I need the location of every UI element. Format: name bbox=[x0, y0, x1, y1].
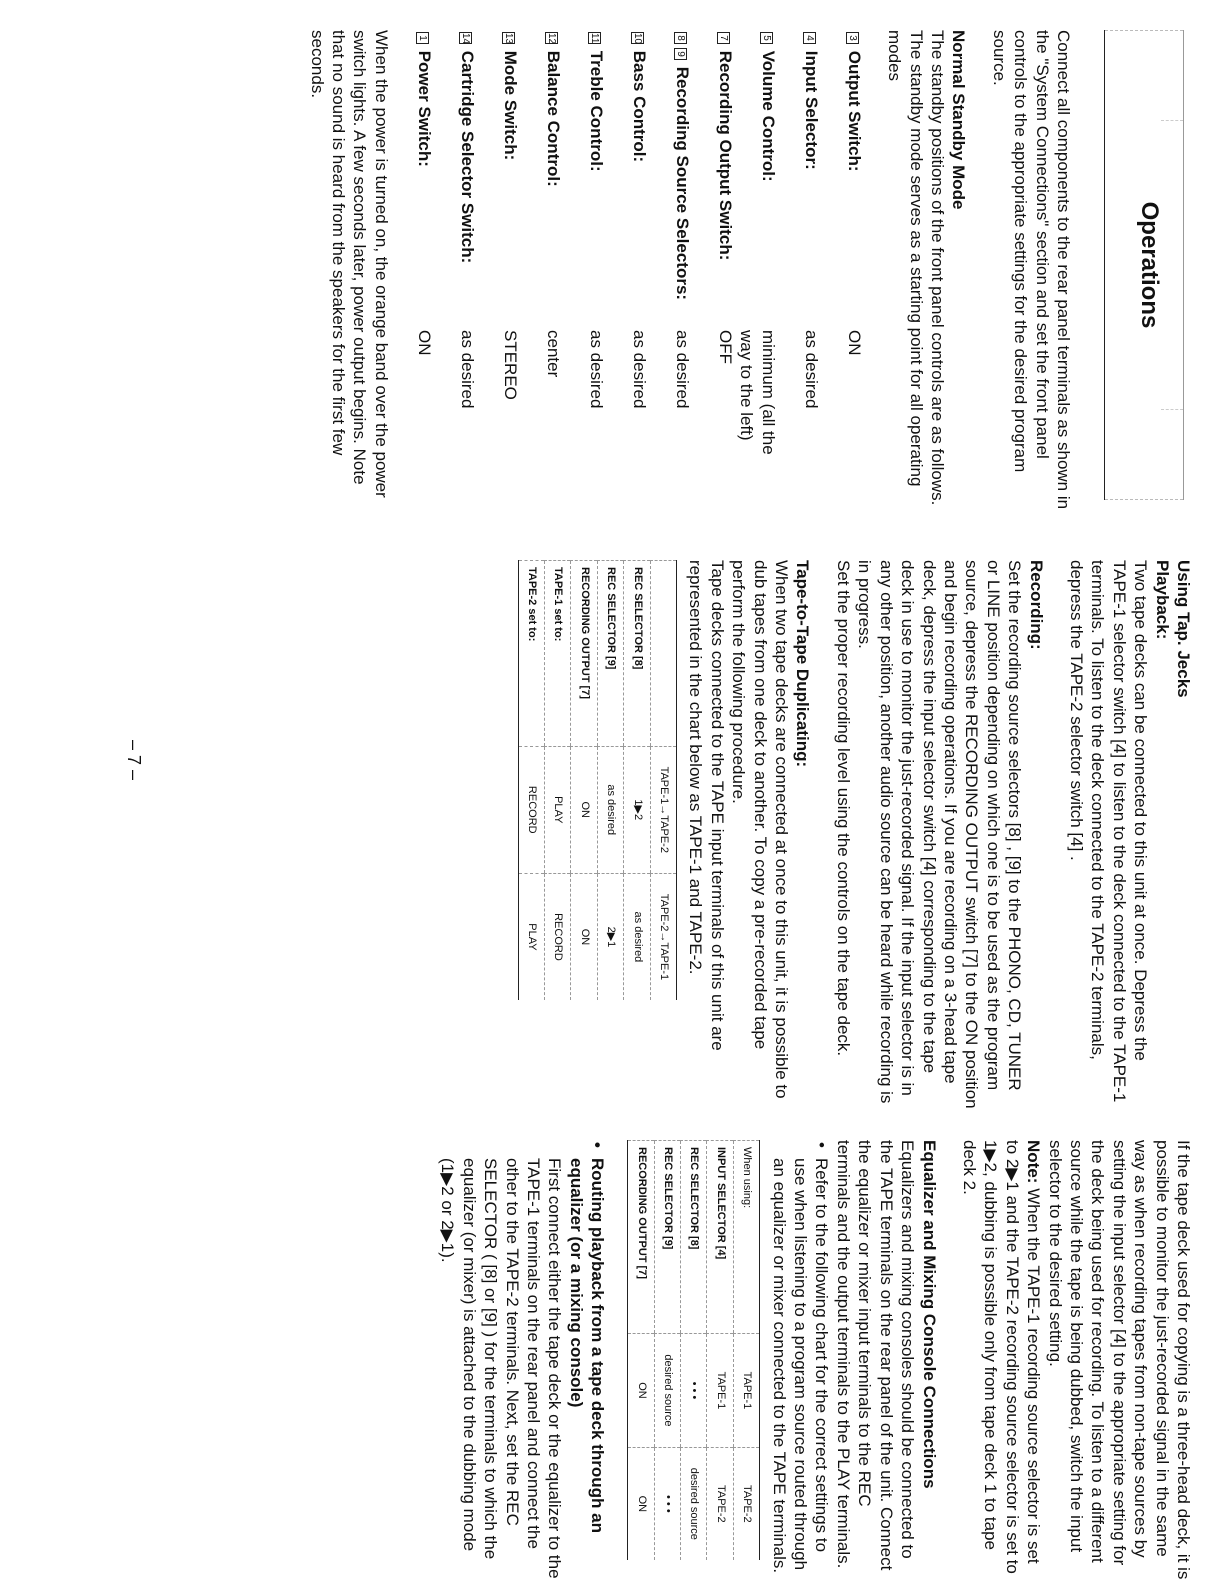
dup-table-cell: 2▶1 bbox=[597, 873, 623, 1000]
control-label-text: Treble Control: bbox=[586, 46, 606, 172]
dup-table-cell: TAPE-2 set to: bbox=[518, 561, 544, 747]
control-number-box: 11 bbox=[588, 33, 600, 44]
recording-text: Set the recording source selectors [8] , [9] to the PHONO, CD, TUNER or LINE position depending on which one is to be used as the program source, depress the RECORDING OUTPUT switch [7] to the ON position and begin recording operations. If you are recording on a 3-head tape deck, depress the input selector switch [4] corresponding to the tape deck in use to monitor the just-recorded signal. If the input selector is in any other position, another audio source can be heard while recording is in progress. bbox=[855, 560, 1025, 1109]
eq-table-header-row bbox=[733, 1141, 759, 1561]
eq-table-cell: ON bbox=[628, 1334, 654, 1447]
column-right bbox=[437, 1140, 1194, 1580]
control-value: STEREO bbox=[500, 330, 520, 400]
eq-table-row bbox=[707, 1141, 733, 1561]
eq-table-column-header: TAPE-2 bbox=[733, 1447, 759, 1560]
dup-table bbox=[518, 560, 677, 1000]
dup-table-column-header bbox=[650, 561, 676, 747]
eq-table-cell: desired source bbox=[681, 1447, 707, 1560]
eq-bullet: • Refer to the following chart for the correct settings to use when listening to a program source routed through an equalizer or mixer connected to the TAPE terminals. bbox=[768, 1140, 832, 1580]
control-number-box: 12 bbox=[545, 33, 557, 45]
control-number-box: 7 bbox=[717, 32, 730, 44]
control-value: ON bbox=[844, 330, 864, 356]
standby-text: The standby positions of the front panel controls are as follows. The standby mode serves as a starting point for all operating modes bbox=[885, 30, 947, 506]
control-number-box: 14 bbox=[459, 33, 471, 45]
dup-table-column-header: TAPE-1→TAPE-2 bbox=[650, 746, 676, 873]
dup-table-cell: PLAY bbox=[545, 746, 571, 873]
eq-table-cell: ON bbox=[628, 1447, 654, 1560]
title-box bbox=[1104, 30, 1184, 500]
dup-table-cell: REC SELECTOR [9] bbox=[597, 561, 623, 747]
standby-control-row bbox=[607, 30, 650, 480]
note-label: Note: bbox=[1024, 1140, 1044, 1184]
control-number-box: 13 bbox=[502, 33, 514, 45]
control-label-text: Mode Switch: bbox=[500, 46, 520, 161]
control-number-box: 3 bbox=[846, 32, 859, 44]
control-label-text: Volume Control: bbox=[758, 46, 778, 182]
control-label bbox=[435, 30, 478, 330]
control-value: as desired bbox=[457, 330, 477, 409]
control-value: as desired bbox=[801, 330, 821, 409]
dup-table-cell: ON bbox=[571, 746, 597, 873]
recording-heading: Recording: bbox=[1026, 560, 1046, 650]
eq-table-cell: TAPE-1 bbox=[707, 1334, 733, 1447]
eq-table-row bbox=[628, 1141, 654, 1561]
control-label bbox=[478, 30, 521, 330]
control-label bbox=[392, 30, 435, 330]
column-left bbox=[306, 30, 1074, 510]
eq-table-cell: REC SELECTOR [9] bbox=[654, 1141, 680, 1334]
eq-text: Equalizers and mixing consoles should be connected to the TAPE terminals on the rear panel of the unit. Connect the equalizer or mixer input terminals to the REC terminals and the output terminals to the PLAY terminals. bbox=[833, 1140, 918, 1571]
routing-text: First connect either the tape deck or the equalizer to the TAPE-1 terminals on the rear panel and connect the other to the TAPE-2 terminals. Next, set the REC SELECTOR ( [8] or [9] ) for the terminals to which the equalizer (or mixer) is attached to the dubbing mode (1▶2 or 2▶1). bbox=[438, 1158, 565, 1579]
control-label bbox=[693, 30, 736, 330]
dup-table-row bbox=[518, 561, 544, 1001]
copy-text: If the tape deck used for copying is a three-head deck, it is possible to monitor the just-recorded signal in the same way as when recording tapes from non-tape sources by setting the input selector [4] to the appropriate setting for the deck being used for recording. To listen to a different source while the tape is being dubbed, switch the input selector to the desired setting. bbox=[1045, 1140, 1193, 1580]
control-value: ON bbox=[414, 330, 434, 356]
dup-table-cell: RECORDING OUTPUT [7] bbox=[571, 561, 597, 747]
control-label bbox=[521, 30, 564, 330]
control-number-box: 1 bbox=[416, 32, 429, 44]
note bbox=[959, 1140, 1045, 1580]
control-label-text: Recording Output Switch: bbox=[715, 46, 735, 261]
eq-table-cell: • • • bbox=[654, 1447, 680, 1560]
eq-table-cell: INPUT SELECTOR [4] bbox=[707, 1141, 733, 1334]
dup-text: When two tape decks are connected at once to this unit, it is possible to dub tapes from one deck to another. To copy a pre-recorded tape perform the following procedure. bbox=[729, 560, 792, 1099]
standby-control-row bbox=[478, 30, 521, 480]
dup-table-cell: TAPE-1 set to: bbox=[545, 561, 571, 747]
standby-control-row bbox=[650, 30, 693, 480]
eq-table bbox=[627, 1140, 760, 1560]
standby-control-row bbox=[392, 30, 435, 480]
control-value: minimum (all the way to the left) bbox=[737, 330, 778, 455]
control-value: center bbox=[543, 330, 563, 378]
control-number-box: 9 bbox=[674, 48, 687, 60]
control-label-text: Bass Control: bbox=[629, 46, 649, 163]
eq-table-column-header: When using: bbox=[733, 1141, 759, 1334]
dup-table-cell: RECORD bbox=[545, 873, 571, 1000]
eq-table-cell: • • • bbox=[681, 1334, 707, 1447]
dup-text-2: Tape decks connected to the TAPE input terminals of this unit are represented in the chart below as TAPE-1 and TAPE-2. bbox=[686, 560, 727, 1051]
control-number-box: 5 bbox=[760, 32, 773, 44]
control-label bbox=[607, 30, 650, 330]
power-note: When the power is turned on, the orange band over the power switch lights. A few seconds later, power output begins. Note that no sound is heard from the speakers for the first few seconds. bbox=[307, 30, 391, 498]
control-value: as desired bbox=[672, 330, 692, 409]
intro-text: Connect all components to the rear panel terminals as shown in the "System Connections" section and set the front panel controls to the appropriate settings for the desired program source. bbox=[989, 30, 1073, 510]
control-value: as desired bbox=[629, 330, 649, 409]
control-value: OFF bbox=[715, 330, 735, 364]
dup-table-cell: RECORD bbox=[518, 746, 544, 873]
recording-text-2: Set the proper recording level using the controls on the tape deck. bbox=[833, 560, 853, 1057]
page-title: Operations bbox=[1136, 201, 1163, 329]
note-text: When the TAPE-1 recording source selector is set to 2▶1 and the TAPE-2 recording source selector is set to 1▶2, dubbing is possible only from tape deck 1 to tape deck 2. bbox=[959, 1140, 1044, 1574]
dup-table-column-header: TAPE-2→TAPE-1 bbox=[650, 873, 676, 1000]
control-label bbox=[736, 30, 779, 330]
standby-control-row bbox=[822, 30, 865, 480]
dup-table-cell: PLAY bbox=[518, 873, 544, 1000]
control-number-box: 4 bbox=[803, 32, 816, 44]
eq-table-row bbox=[681, 1141, 707, 1561]
standby-control-row bbox=[435, 30, 478, 480]
dup-table-header-row bbox=[650, 561, 676, 1001]
eq-table-cell: RECORDING OUTPUT [7] bbox=[628, 1141, 654, 1334]
dup-table-row bbox=[597, 561, 623, 1001]
page-number: – 7 – bbox=[124, 740, 144, 781]
eq-table-cell: REC SELECTOR [8] bbox=[681, 1141, 707, 1334]
dup-table-cell: REC SELECTOR [8] bbox=[624, 561, 650, 747]
control-number-box: 8 bbox=[674, 32, 687, 44]
dup-table-row bbox=[545, 561, 571, 1001]
eq-table-column-header: TAPE-1 bbox=[733, 1334, 759, 1447]
dup-table-cell: as desired bbox=[597, 746, 623, 873]
control-label-text: Output Switch: bbox=[844, 46, 864, 172]
playback-text: Two tape decks can be connected to this unit at once. Depress the TAPE-1 selector switch [4] to listen to the deck connected to the TAPE-1 terminals. To listen to the deck connected to the TAPE-2 terminals, depress the TAPE-2 selector switch [4] . bbox=[1066, 560, 1151, 1103]
dup-table-cell: as desired bbox=[624, 873, 650, 1000]
control-value: as desired bbox=[586, 330, 606, 409]
control-label-text: Cartridge Selector Switch: bbox=[457, 46, 477, 264]
control-label bbox=[779, 30, 822, 330]
control-label-text: Input Selector: bbox=[801, 46, 821, 170]
eq-table-row bbox=[654, 1141, 680, 1561]
dup-table-cell: ON bbox=[571, 873, 597, 1000]
eq-heading: Equalizer and Mixing Console Connections bbox=[919, 1140, 939, 1489]
eq-table-cell: desired source bbox=[654, 1334, 680, 1447]
playback-heading: Playback: bbox=[1152, 560, 1172, 640]
standby-heading: Normal Standby Mode bbox=[949, 30, 969, 210]
standby-control-row bbox=[521, 30, 564, 480]
control-label-text: Recording Source Selectors: bbox=[672, 62, 692, 301]
control-label bbox=[564, 30, 607, 330]
column-middle bbox=[518, 560, 1194, 1110]
control-label bbox=[650, 30, 693, 330]
dup-heading: Tape-to-Tape Duplicating: bbox=[793, 560, 813, 768]
control-label-text: Power Switch: bbox=[414, 46, 434, 167]
control-label-text: Balance Control: bbox=[543, 46, 563, 187]
eq-table-cell: TAPE-2 bbox=[707, 1447, 733, 1560]
routing-heading: • Routing playback from a tape deck through an equalizer (or a mixing console) bbox=[565, 1140, 608, 1580]
dup-table-cell: 1▶2 bbox=[624, 746, 650, 873]
control-number-box: 10 bbox=[631, 33, 643, 45]
dup-table-row bbox=[624, 561, 650, 1001]
standby-control-row bbox=[693, 30, 736, 480]
standby-control-row bbox=[564, 30, 607, 480]
control-label bbox=[822, 30, 865, 330]
dup-table-row bbox=[571, 561, 597, 1001]
standby-control-row bbox=[736, 30, 779, 480]
standby-controls-table bbox=[392, 30, 865, 480]
tape-decks-heading: Using Tap. Jecks bbox=[1174, 560, 1193, 698]
standby-control-row bbox=[779, 30, 822, 480]
